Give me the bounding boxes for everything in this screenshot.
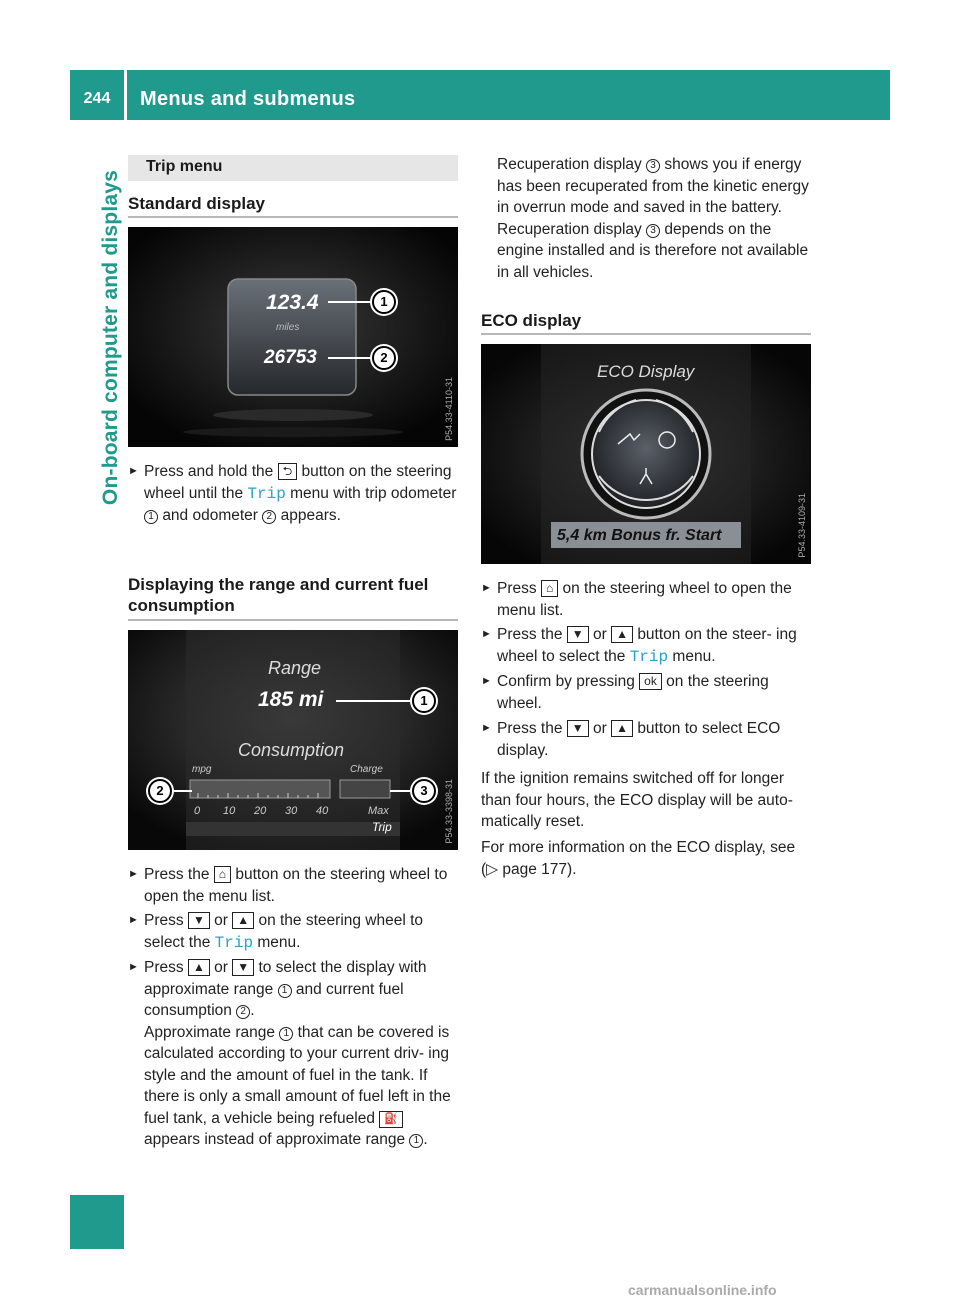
step-text: or — [593, 720, 607, 737]
side-tab-marker — [70, 1195, 124, 1249]
range-value: 185 mi — [258, 688, 324, 711]
refuel-icon: ⛽ — [379, 1111, 403, 1128]
home-button-icon: ⌂ — [214, 866, 231, 883]
step-text: Press and hold the — [144, 463, 274, 480]
step-text: Press the — [144, 866, 210, 883]
step-text: on the steering wheel to select the — [144, 912, 424, 951]
step-text: Approximate range — [144, 1023, 275, 1041]
callout-ref-3: 3 — [646, 224, 660, 238]
step-arrow-icon: ► — [128, 465, 139, 477]
callout-3: 3 — [412, 779, 436, 803]
step-arrow-icon: ► — [128, 868, 139, 880]
step-text: appears instead of approximate range — [144, 1131, 406, 1148]
back-button-icon: ⮌ — [278, 463, 298, 480]
down-button-icon: ▼ — [232, 959, 254, 976]
step-arrow-icon: ► — [481, 675, 492, 687]
step-text: or — [593, 626, 607, 643]
trip-menu-heading-text: Trip menu — [146, 158, 223, 175]
callout-2: 2 — [148, 779, 172, 803]
callout-ref-2: 2 — [236, 1005, 250, 1019]
step-text: menu. — [672, 647, 716, 665]
callout-2: 2 — [372, 346, 396, 370]
step-confirm-ok — [481, 671, 813, 714]
eco-display-title: ECO Display — [597, 362, 695, 381]
home-button-icon: ⌂ — [541, 580, 558, 597]
callout-line — [390, 790, 412, 792]
scale-0: 0 — [194, 805, 201, 817]
callout-ref-1: 1 — [409, 1134, 423, 1148]
down-button-icon: ▼ — [567, 720, 589, 737]
step-text: or — [214, 959, 228, 976]
para-text: depends on the engine installed and is therefore not available in all vehicles. — [497, 220, 809, 281]
scale-10: 10 — [223, 805, 236, 817]
heading-line: Displaying the range and current fuel — [128, 575, 429, 594]
scale-20: 20 — [254, 805, 267, 817]
heading-rule — [128, 619, 458, 621]
step-text: on the steering wheel. — [497, 673, 769, 712]
range-label: Range — [268, 658, 322, 678]
step-text: Press — [144, 912, 184, 929]
trip-menu-heading — [128, 155, 458, 181]
callout-line — [336, 700, 412, 702]
step-text: Press — [497, 580, 537, 597]
charge-label: Charge — [350, 764, 383, 775]
step-text: that can be covered is calculated according to your current driv- ing style and the amount of fuel in the tank. If there is only a small amount of fuel left in the fuel tank, a vehicle being refueled — [144, 1023, 451, 1127]
trip-menu-name: Trip — [247, 484, 286, 503]
step-text: to select the display with approximate range — [144, 959, 427, 998]
step-arrow-icon: ► — [128, 914, 139, 926]
recuperation-paragraph — [497, 154, 813, 283]
range-consumption-heading — [128, 574, 458, 616]
step-text: Press the — [497, 720, 563, 737]
callout-1: 1 — [412, 689, 436, 713]
callout-line — [328, 301, 372, 303]
step-text: . — [250, 1002, 255, 1019]
chapter-title: Menus and submenus — [140, 88, 356, 110]
eco-display-figure — [481, 344, 811, 564]
step-text: Press the — [497, 626, 563, 643]
standard-display-heading: Standard display — [128, 194, 265, 213]
callout-ref-1: 1 — [278, 984, 292, 998]
step-text: appears. — [280, 507, 341, 524]
step-text: Press — [144, 959, 184, 976]
step-arrow-icon: ► — [128, 961, 139, 973]
callout-ref-1: 1 — [144, 510, 158, 524]
trip-menu-name: Trip — [629, 647, 669, 666]
scale-40: 40 — [316, 805, 329, 817]
figure-code: P54.33-4109-31 — [797, 493, 807, 558]
step-text: and odometer — [162, 507, 258, 524]
para-text: shows you if energy has been recuperated from the kinetic energy in overrun mode and saved in the battery. Recuperation display — [497, 156, 809, 238]
step-select-display — [128, 957, 460, 1151]
up-button-icon: ▲ — [188, 959, 210, 976]
callout-ref-2: 2 — [262, 510, 276, 524]
step-text: button on the steer- ing wheel to select the — [497, 626, 797, 665]
step-press-home — [128, 864, 460, 907]
standard-display-figure — [128, 227, 458, 447]
header-separator — [124, 70, 127, 120]
figure-code: P54.33-3398-31 — [444, 779, 454, 844]
trip-unit-label: miles — [276, 322, 300, 333]
scale-30: 30 — [285, 805, 298, 817]
para-text: Recuperation display — [497, 156, 642, 173]
up-button-icon: ▲ — [232, 912, 254, 929]
mpg-label: mpg — [192, 764, 212, 775]
up-button-icon: ▲ — [611, 720, 633, 737]
callout-ref-3: 3 — [646, 159, 660, 173]
heading-rule — [481, 333, 811, 335]
down-button-icon: ▼ — [567, 626, 589, 643]
step-text: button to select ECO display. — [497, 720, 781, 759]
page-number: 244 — [83, 90, 111, 107]
step-arrow-icon: ► — [481, 722, 492, 734]
up-button-icon: ▲ — [611, 626, 633, 643]
step-select-eco — [481, 718, 813, 761]
standard-display-illustration — [128, 227, 458, 447]
max-label: Max — [368, 805, 389, 817]
step-text: menu with trip odometer — [290, 484, 457, 502]
trip-label: Trip — [372, 820, 392, 834]
step-text: button on the steering wheel to open the menu list. — [144, 866, 448, 905]
down-button-icon: ▼ — [188, 912, 210, 929]
step-text: Confirm by pressing — [497, 673, 635, 690]
step-text: menu. — [257, 933, 301, 951]
eco-more-info-paragraph: For more information on the ECO display, see (▷ page 177). — [481, 839, 796, 878]
callout-ref-1: 1 — [279, 1027, 293, 1041]
heading-line: consumption — [128, 596, 235, 615]
eco-display-heading: ECO display — [481, 311, 582, 330]
step-arrow-icon: ► — [481, 582, 492, 594]
callout-line — [328, 357, 372, 359]
eco-bonus-text: 5,4 km Bonus fr. Start — [557, 527, 722, 544]
step-press-hold-back — [128, 461, 460, 527]
trip-odometer-value: 123.4 — [266, 291, 319, 314]
step-select-trip — [481, 624, 813, 668]
footer-watermark: carmanualsonline.info — [628, 1282, 777, 1298]
step-arrow-icon: ► — [481, 628, 492, 640]
step-text: on the steering wheel to open the menu list. — [497, 580, 792, 619]
step-press-home — [481, 578, 813, 621]
side-tab-title: On-board computer and displays — [99, 170, 122, 506]
heading-rule — [128, 216, 458, 218]
callout-line — [174, 790, 192, 792]
step-select-trip — [128, 910, 460, 954]
range-consumption-figure — [128, 630, 458, 850]
step-text: or — [214, 912, 228, 929]
callout-1: 1 — [372, 290, 396, 314]
step-text: and current fuel consumption — [144, 980, 404, 1019]
eco-reset-paragraph: If the ignition remains switched off for longer than four hours, the ECO display will be auto- matically reset. — [481, 770, 793, 830]
step-text: . — [423, 1131, 428, 1148]
odometer-value: 26753 — [264, 347, 317, 368]
consumption-label: Consumption — [238, 740, 345, 760]
step-text: button on the steering wheel until the — [144, 463, 452, 502]
figure-code: P54.33-4110-31 — [444, 377, 454, 441]
ok-button-icon: ok — [639, 673, 662, 690]
trip-menu-name: Trip — [214, 933, 254, 952]
